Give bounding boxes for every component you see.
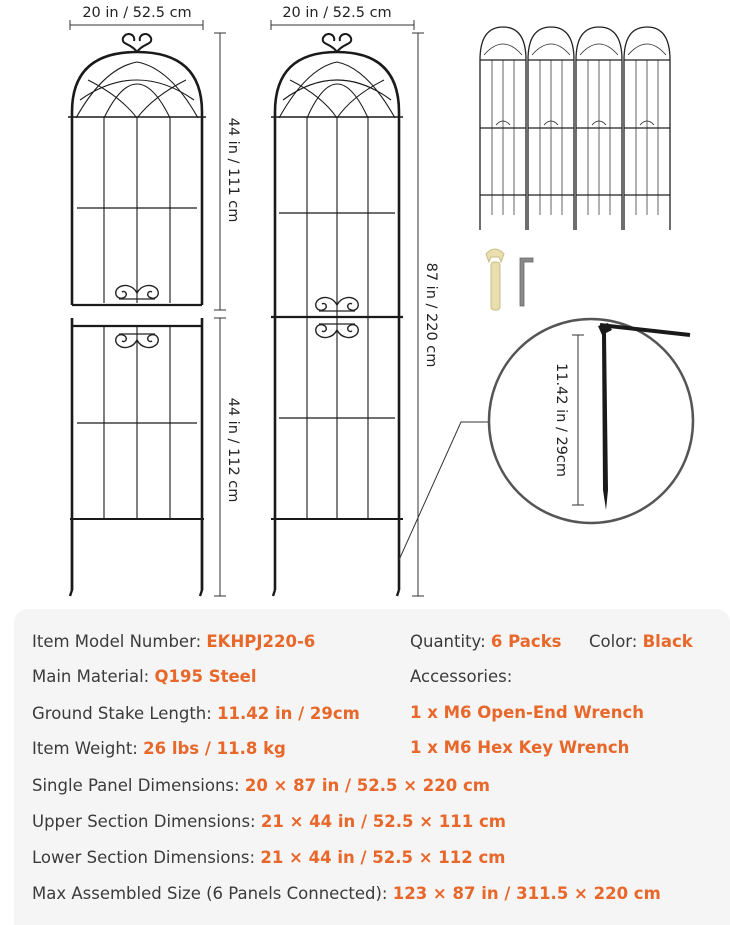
spec-material-value: Q195 Steel <box>154 667 257 686</box>
spec-weight <box>32 738 286 760</box>
connected-panels-thumbnail <box>480 27 670 230</box>
height-label-upper: 44 in / 111 cm <box>225 117 241 223</box>
spec-model-label: Item Model Number: <box>32 632 202 651</box>
dimension-lines <box>70 20 424 596</box>
spec-material <box>32 666 257 688</box>
full-panel <box>271 34 403 596</box>
height-label-full: 87 in / 220 cm <box>423 262 439 368</box>
spec-upper-section-value: 21 × 44 in / 52.5 × 111 cm <box>260 812 506 831</box>
lower-section-panel <box>70 318 204 596</box>
spec-accessory-item-2: 1 x M6 Hex Key Wrench <box>410 738 630 757</box>
spec-max-size-value: 123 × 87 in / 311.5 × 220 cm <box>392 884 661 903</box>
spec-model <box>32 631 315 653</box>
spec-color-value: Black <box>642 632 693 651</box>
spec-weight-value: 26 lbs / 11.8 kg <box>143 739 286 758</box>
hex-key-wrench-icon <box>520 258 533 306</box>
width-label-upper: 20 in / 52.5 cm <box>82 5 192 21</box>
spec-max-size <box>32 883 661 905</box>
spec-color-label: Color: <box>589 632 638 651</box>
upper-section-panel <box>68 34 206 305</box>
spec-accessories-label: Accessories: <box>410 667 513 686</box>
spec-quantity-value: 6 Packs <box>490 632 562 651</box>
spec-accessory-item-1: 1 x M6 Open-End Wrench <box>410 703 644 722</box>
spec-weight-label: Item Weight: <box>32 739 138 758</box>
width-label-full: 20 in / 52.5 cm <box>282 5 392 21</box>
stake-zoom <box>399 319 693 560</box>
spec-accessory-item <box>410 737 629 759</box>
spec-quantity-label: Quantity: <box>410 632 486 651</box>
spec-stake-value: 11.42 in / 29cm <box>217 704 360 723</box>
spec-single-panel <box>32 775 490 797</box>
spec-accessories <box>410 666 512 688</box>
stake-length-label: 11.42 in / 29cm <box>553 363 569 477</box>
open-end-wrench-icon <box>486 249 504 310</box>
spec-upper-section-label: Upper Section Dimensions: <box>32 812 256 831</box>
spec-model-value: EKHPJ220-6 <box>206 632 316 651</box>
spec-lower-section-value: 21 × 44 in / 52.5 × 112 cm <box>260 848 506 867</box>
spec-stake-label: Ground Stake Length: <box>32 704 212 723</box>
spec-panel <box>14 609 730 925</box>
spec-single-panel-label: Single Panel Dimensions: <box>32 776 240 795</box>
spec-color <box>589 631 693 653</box>
spec-accessory-item <box>410 702 644 724</box>
spec-upper-section <box>32 811 506 833</box>
spec-quantity <box>410 631 562 653</box>
spec-lower-section <box>32 847 505 869</box>
spec-max-size-label: Max Assembled Size (6 Panels Connected): <box>32 884 388 903</box>
spec-material-label: Main Material: <box>32 667 150 686</box>
spec-stake <box>32 703 360 725</box>
spec-lower-section-label: Lower Section Dimensions: <box>32 848 256 867</box>
spec-single-panel-value: 20 × 87 in / 52.5 × 220 cm <box>244 776 490 795</box>
height-label-lower: 44 in / 112 cm <box>225 397 241 503</box>
